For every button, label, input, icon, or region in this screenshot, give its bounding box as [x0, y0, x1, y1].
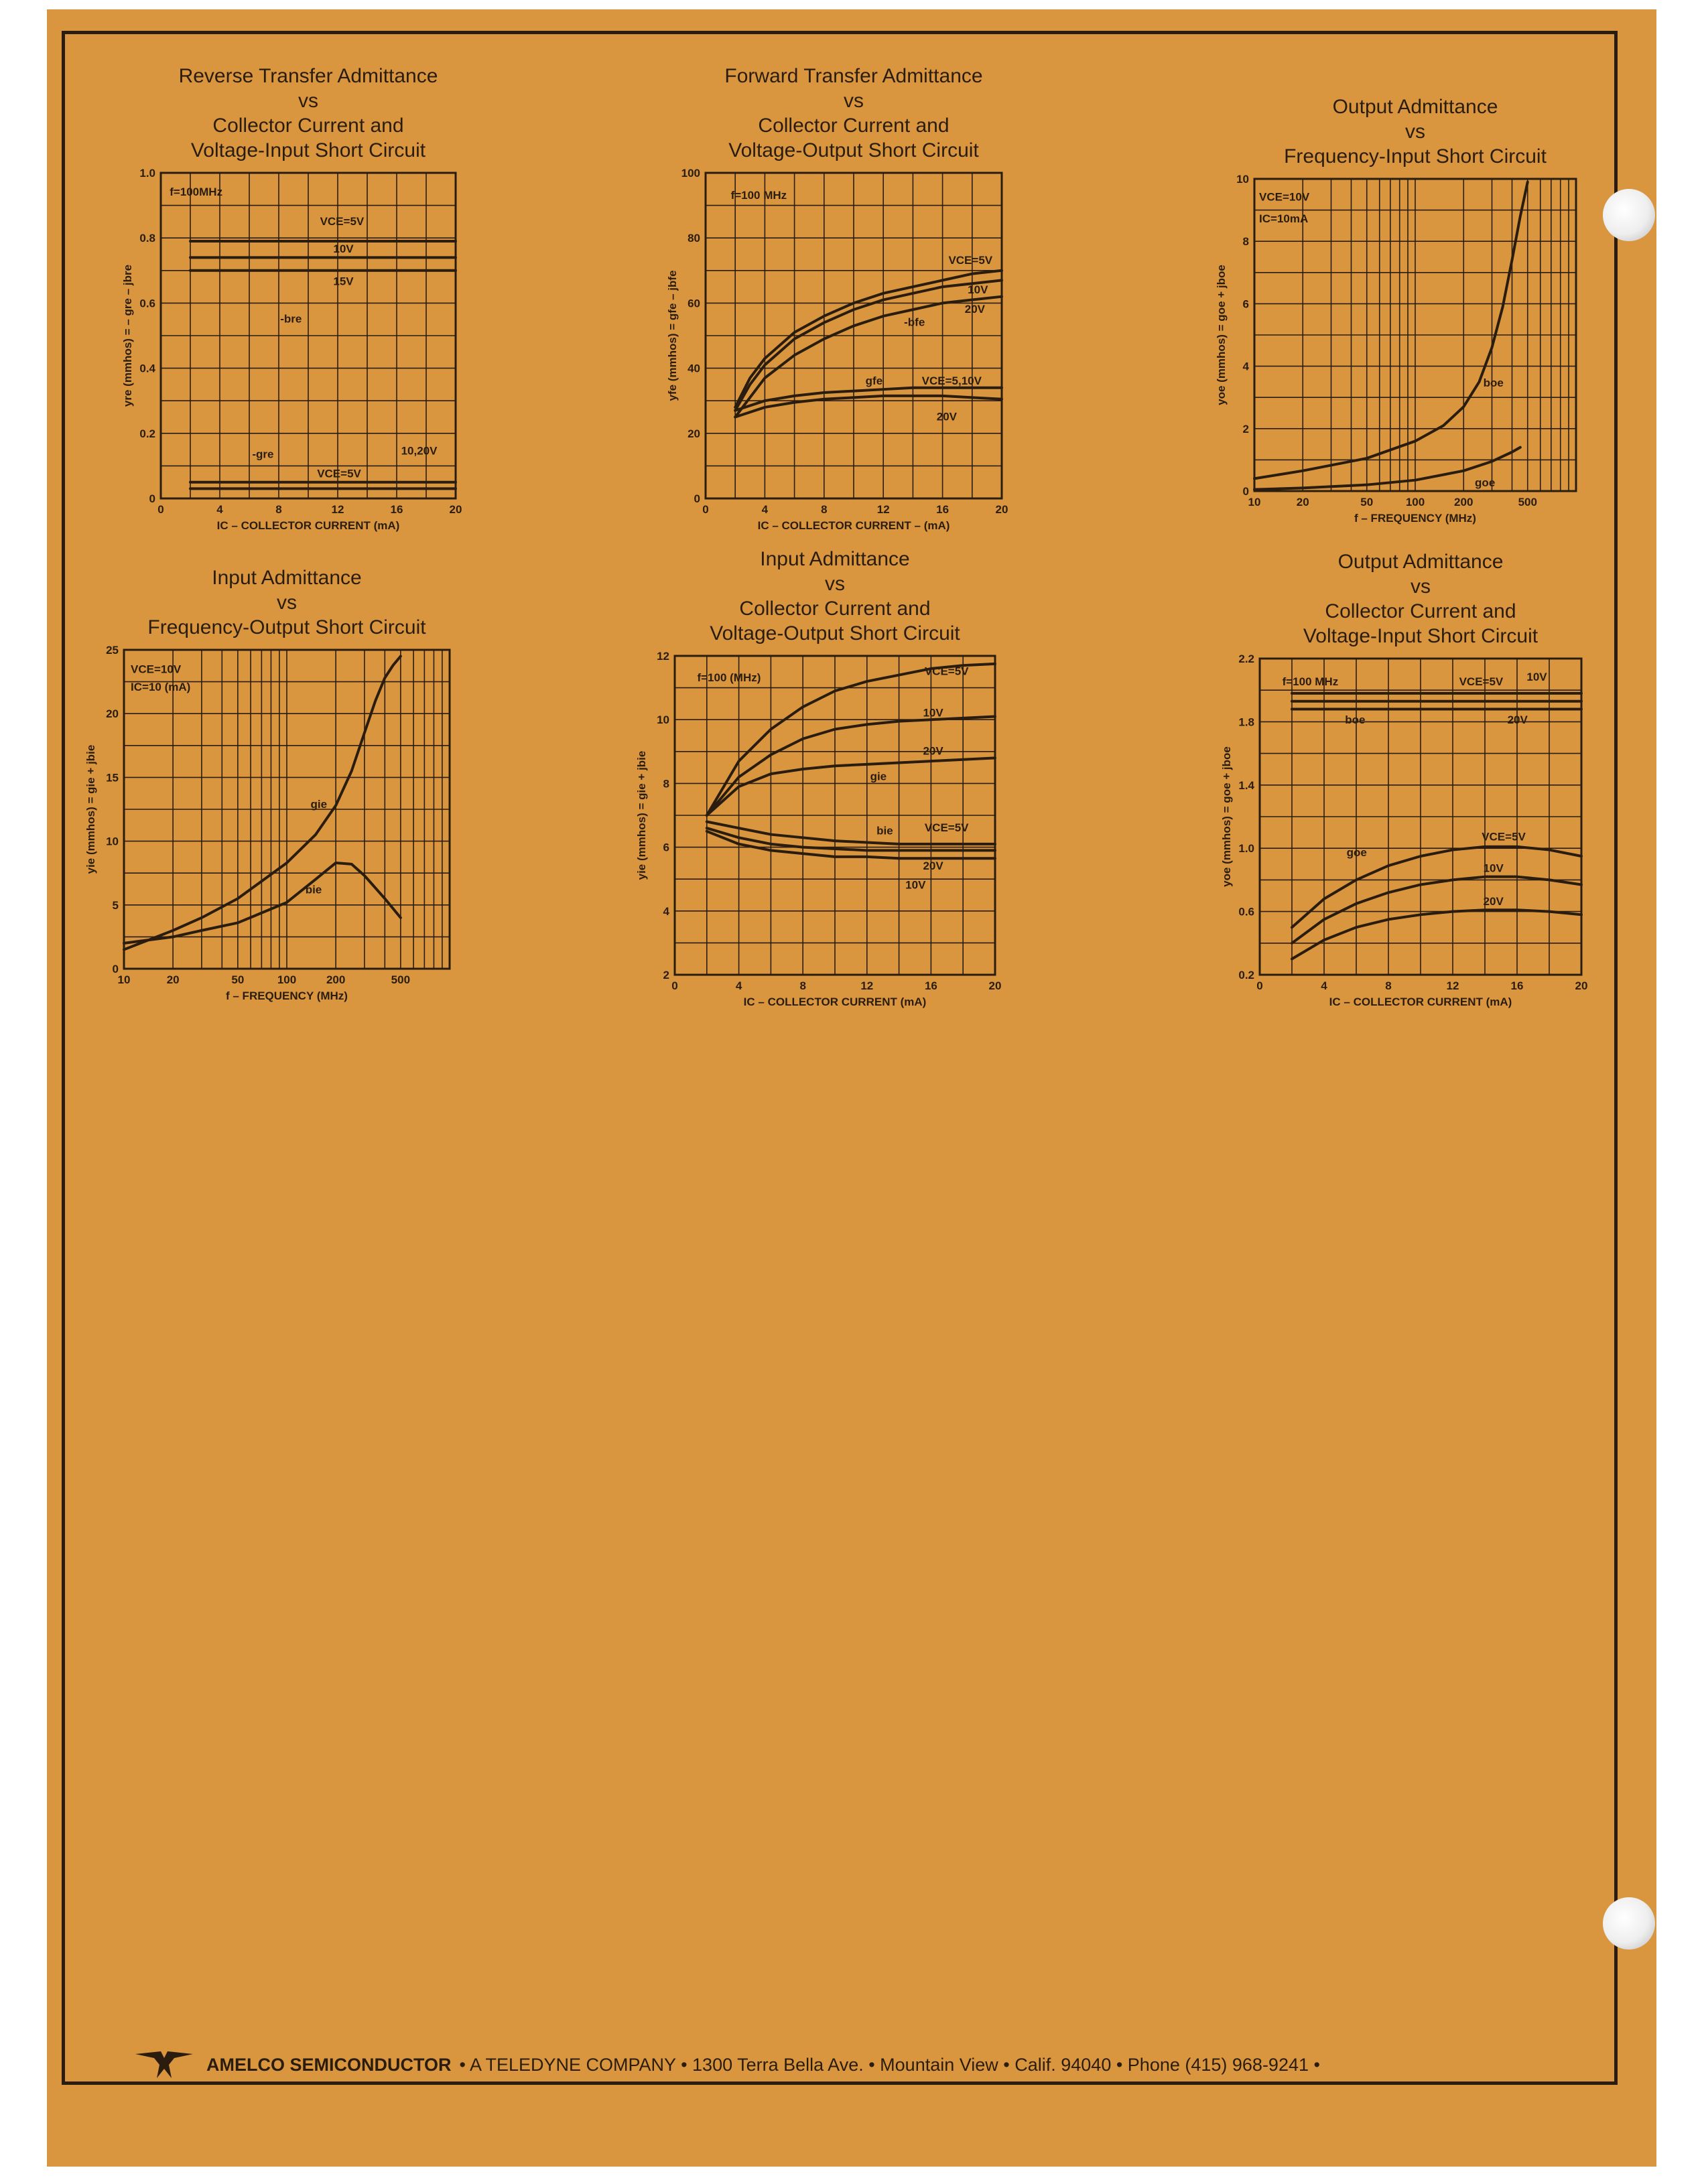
chart-annotation: bie — [876, 824, 893, 837]
series-line — [707, 758, 995, 815]
series-line — [1292, 910, 1581, 959]
y-tick-label: 8 — [1242, 235, 1249, 249]
chart-title-line: vs — [1405, 121, 1425, 143]
y-tick-label: 20 — [688, 427, 700, 440]
chart-annotation: -bre — [280, 312, 302, 326]
x-tick-label: 10 — [1248, 496, 1261, 508]
y-tick-label: 0.4 — [139, 362, 155, 375]
y-tick-label: 0 — [694, 492, 700, 505]
y-tick-label: 0.8 — [139, 232, 155, 245]
chart-title-line: Voltage-Output Short Circuit — [710, 622, 960, 644]
chart-annotation: 15V — [333, 275, 354, 288]
chart-annotation: VCE=5V — [924, 821, 969, 834]
chart-title-line: Voltage-Input Short Circuit — [190, 139, 426, 161]
chart-annotation: 10V — [968, 283, 988, 296]
x-tick-label: 20 — [449, 503, 462, 516]
x-axis-label: IC – COLLECTOR CURRENT (mA) — [1329, 996, 1512, 1008]
chart-title-line: Collector Current and — [758, 115, 950, 137]
x-tick-label: 12 — [331, 503, 344, 516]
chart-output-vs-frequency — [1215, 96, 1576, 525]
company-name: AMELCO SEMICONDUCTOR — [206, 2054, 452, 2075]
x-tick-label: 10 — [117, 973, 131, 986]
y-tick-label: 1.0 — [1238, 842, 1254, 856]
x-tick-label: 16 — [936, 503, 950, 516]
chart-annotation: VCE=5V — [1459, 675, 1504, 689]
chart-annotation: 20V — [923, 859, 943, 872]
series-line — [124, 657, 401, 950]
chart-title-line: vs — [825, 573, 845, 595]
x-tick-label: 16 — [1510, 979, 1524, 992]
chart-annotation: 10,20V — [401, 444, 438, 458]
chart-annotation: goe — [1475, 476, 1496, 490]
x-tick-label: 12 — [860, 979, 874, 992]
x-axis-label: IC – COLLECTOR CURRENT (mA) — [743, 996, 927, 1008]
chart-annotation: 20V — [964, 302, 985, 316]
chart-annotation: VCE=5V — [948, 254, 993, 267]
y-axis-label: yoe (mmhos) = goe + jboe — [1215, 265, 1228, 405]
x-tick-label: 20 — [988, 979, 1002, 992]
chart-reverse-transfer — [121, 65, 462, 532]
x-tick-label: 200 — [1454, 496, 1474, 508]
y-tick-label: 10 — [1236, 173, 1249, 186]
y-tick-label: 60 — [688, 297, 700, 310]
x-tick-label: 0 — [1256, 979, 1263, 992]
chart-annotation: boe — [1345, 713, 1366, 726]
chart-annotation: 10V — [923, 706, 943, 720]
chart-title-line: vs — [298, 90, 318, 112]
y-tick-label: 1.0 — [139, 167, 155, 180]
chart-title-line: vs — [277, 592, 297, 614]
chart-forward-transfer — [666, 65, 1008, 532]
y-tick-label: 0.2 — [139, 427, 155, 440]
y-tick-label: 8 — [663, 777, 669, 791]
chart-annotation: f=100 MHz — [1282, 675, 1339, 689]
chart-title-line: vs — [844, 90, 864, 112]
chart-title-line: Frequency-Output Short Circuit — [147, 616, 426, 638]
chart-title-line: Forward Transfer Admittance — [724, 65, 983, 87]
y-tick-label: 2 — [663, 969, 669, 981]
x-tick-label: 50 — [231, 973, 245, 986]
chart-annotation: 10V — [905, 878, 926, 892]
y-tick-label: 4 — [663, 904, 669, 918]
chart-annotation: 10V — [333, 243, 354, 256]
chart-input-vs-frequency — [84, 567, 450, 1002]
y-tick-label: 6 — [663, 841, 669, 854]
chart-annotation: f=100 MHz — [730, 188, 787, 202]
chart-annotation: -bfe — [904, 316, 925, 329]
x-tick-label: 100 — [277, 973, 297, 986]
chart-annotation: 10V — [1483, 862, 1504, 875]
chart-title-line: vs — [1411, 575, 1431, 598]
x-axis-label: IC – COLLECTOR CURRENT – (mA) — [757, 519, 950, 532]
x-tick-label: 4 — [761, 503, 769, 516]
chart-title-line: Output Admittance — [1337, 551, 1504, 573]
chart-annotation: IC=10 (mA) — [131, 680, 191, 693]
chart-annotation: f=100 (MHz) — [697, 671, 761, 685]
x-tick-label: 100 — [1405, 496, 1425, 508]
chart-annotation: VCE=5V — [317, 467, 361, 480]
x-tick-label: 500 — [391, 973, 411, 986]
y-axis-label: yfe (mmhos) = gfe – jbfe — [666, 270, 679, 401]
x-tick-label: 12 — [1446, 979, 1459, 992]
chart-title-line: Collector Current and — [212, 115, 404, 137]
chart-annotation: VCE=10V — [131, 663, 182, 676]
y-axis-label: yie (mmhos) = gie + jbie — [84, 744, 97, 874]
y-tick-label: 0.2 — [1238, 969, 1254, 981]
y-axis-label: yre (mmhos) = – gre – jbre — [121, 264, 134, 407]
chart-title-line: Voltage-Output Short Circuit — [728, 139, 979, 161]
x-tick-label: 20 — [166, 973, 180, 986]
chart-annotation: bie — [305, 883, 322, 896]
x-tick-label: 16 — [390, 503, 403, 516]
x-tick-label: 200 — [326, 973, 346, 986]
x-tick-label: 4 — [735, 979, 742, 992]
x-tick-label: 20 — [1575, 979, 1588, 992]
company-details: • A TELEDYNE COMPANY • 1300 Terra Bella Ave. • Mountain View • Calif. 94040 • Phone (415) 968-9241 • — [459, 2054, 1320, 2075]
chart-title-line: Voltage-Input Short Circuit — [1303, 625, 1539, 647]
x-tick-label: 4 — [1321, 979, 1327, 992]
chart-title-line: Output Admittance — [1332, 96, 1498, 118]
x-tick-label: 8 — [1385, 979, 1392, 992]
chart-annotation: VCE=5,10V — [921, 374, 982, 387]
y-tick-label: 12 — [657, 650, 669, 663]
y-tick-label: 20 — [106, 707, 119, 721]
chart-annotation: VCE=10V — [1259, 190, 1310, 204]
chart-input-vs-current — [635, 548, 1001, 1008]
y-tick-label: 10 — [657, 713, 669, 727]
y-axis-label: yoe (mmhos) = goe + jboe — [1220, 746, 1233, 887]
x-tick-label: 50 — [1360, 496, 1374, 508]
x-tick-label: 8 — [799, 979, 806, 992]
x-tick-label: 20 — [1296, 496, 1309, 508]
chart-annotation: 20V — [1483, 895, 1504, 908]
x-tick-label: 8 — [275, 503, 282, 516]
chart-annotation: goe — [1346, 846, 1367, 859]
x-axis-label: f – FREQUENCY (MHz) — [1354, 512, 1476, 525]
x-tick-label: 0 — [157, 503, 164, 516]
chart-annotation: gfe — [865, 374, 883, 387]
y-tick-label: 4 — [1242, 360, 1249, 373]
x-tick-label: 4 — [216, 503, 223, 516]
chart-annotation: f=100MHz — [170, 186, 223, 199]
y-tick-label: 1.8 — [1238, 715, 1254, 729]
chart-annotation: 20V — [923, 744, 943, 758]
chart-annotation: 20V — [936, 410, 958, 423]
y-axis-label: yie (mmhos) = gie + jbie — [635, 750, 648, 880]
chart-annotation: VCE=5V — [1482, 830, 1526, 843]
teledyne-logo-icon — [134, 2049, 194, 2081]
y-tick-label: 80 — [688, 232, 700, 245]
chart-output-vs-current — [1220, 551, 1587, 1008]
series-line — [124, 863, 401, 943]
chart-annotation: boe — [1483, 376, 1504, 389]
y-tick-label: 15 — [106, 771, 119, 784]
chart-annotation: gie — [310, 798, 328, 811]
chart-title-line: Reverse Transfer Admittance — [178, 65, 438, 87]
chart-annotation: IC=10mA — [1259, 212, 1309, 226]
y-tick-label: 0 — [112, 963, 119, 975]
y-tick-label: 10 — [106, 835, 119, 848]
chart-title-line: Frequency-Input Short Circuit — [1284, 145, 1547, 167]
y-tick-label: 1.4 — [1238, 778, 1254, 792]
y-tick-label: 0 — [1242, 485, 1249, 498]
y-tick-label: 5 — [112, 898, 119, 912]
series-line — [707, 664, 995, 815]
x-tick-label: 500 — [1518, 496, 1537, 508]
y-tick-label: 0 — [149, 492, 155, 505]
x-tick-label: 8 — [821, 503, 828, 516]
x-tick-label: 0 — [702, 503, 709, 516]
y-tick-label: 100 — [681, 167, 700, 180]
footer — [134, 2045, 1608, 2085]
series-line — [1254, 182, 1528, 479]
chart-title-line: Collector Current and — [1325, 600, 1516, 622]
chart-annotation: 10V — [1526, 671, 1547, 684]
x-axis-label: IC – COLLECTOR CURRENT (mA) — [216, 519, 400, 532]
y-tick-label: 2.2 — [1238, 653, 1254, 665]
x-tick-label: 16 — [924, 979, 937, 992]
series-line — [735, 388, 1002, 411]
y-tick-label: 0.6 — [1238, 905, 1254, 918]
y-tick-label: 40 — [688, 362, 700, 375]
y-tick-label: 25 — [106, 644, 119, 657]
chart-annotation: gie — [870, 770, 887, 783]
y-tick-label: 2 — [1242, 422, 1249, 435]
chart-title-line: Input Admittance — [212, 567, 362, 589]
chart-annotation: VCE=5V — [924, 665, 969, 678]
chart-title-line: Input Admittance — [760, 548, 910, 570]
y-tick-label: 6 — [1242, 297, 1249, 311]
chart-annotation: -gre — [252, 448, 274, 461]
x-axis-label: f – FREQUENCY (MHz) — [226, 989, 348, 1002]
chart-title-line: Collector Current and — [739, 598, 931, 620]
x-tick-label: 20 — [995, 503, 1008, 516]
chart-annotation: 20V — [1507, 713, 1528, 726]
x-tick-label: 0 — [671, 979, 678, 992]
chart-annotation: VCE=5V — [320, 214, 365, 228]
x-tick-label: 12 — [876, 503, 890, 516]
y-tick-label: 0.6 — [139, 297, 155, 310]
